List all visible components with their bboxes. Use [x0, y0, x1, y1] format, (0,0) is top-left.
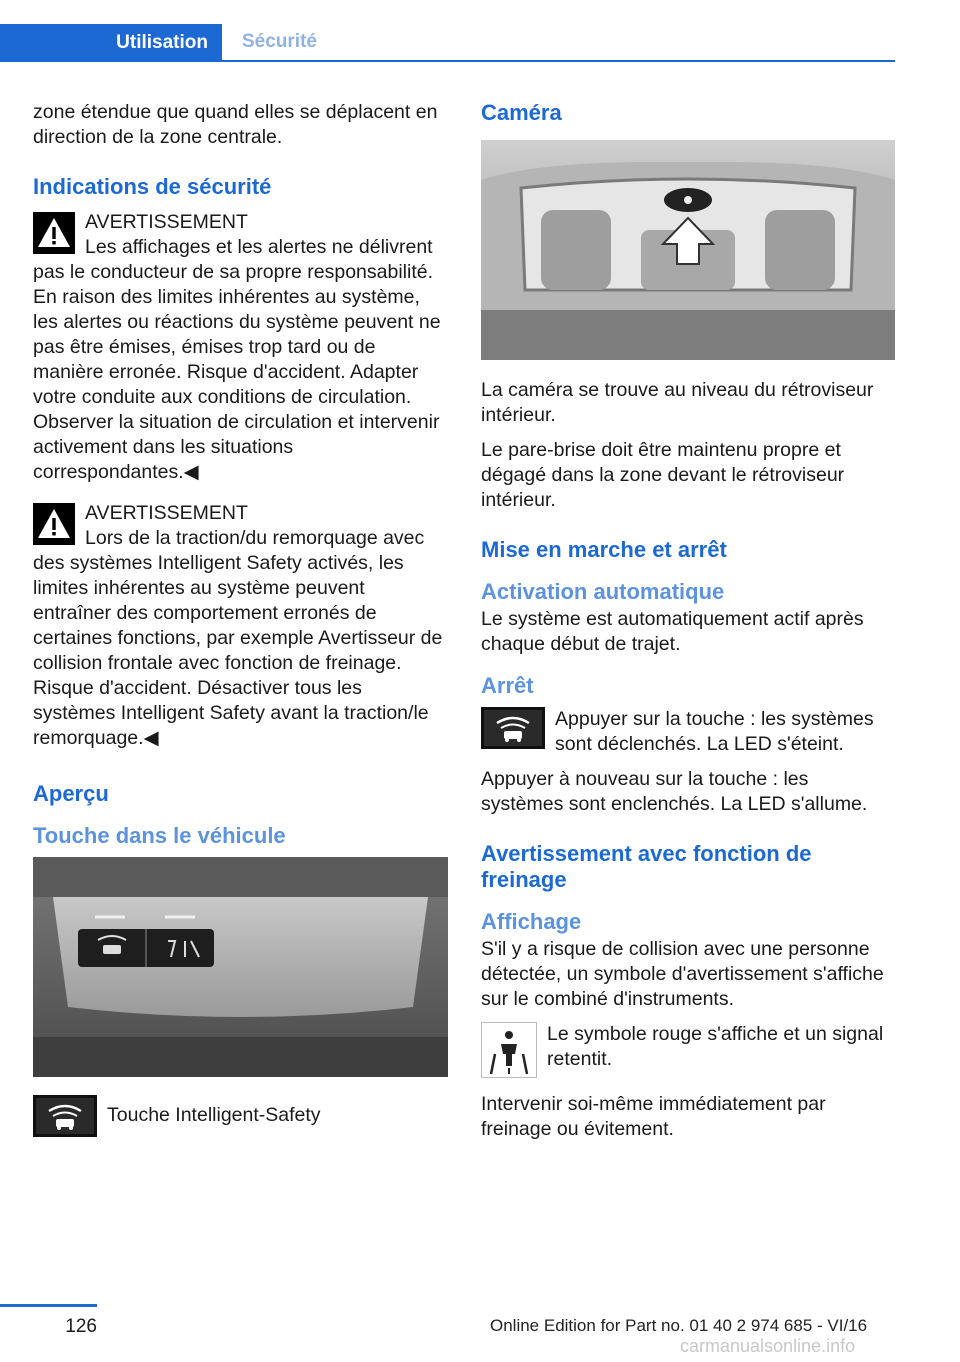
- display-paragraph-1: S'il y a risque de collision avec une personne détectée, un symbole d'avertissement s'affiche sur le combiné d'instruments.: [481, 938, 884, 1010]
- off-paragraph-1: Appuyer sur la touche : les systèmes sont déclenchés. La LED s'éteint.: [555, 708, 874, 755]
- heading-camera: Caméra: [481, 100, 562, 125]
- heading-display: Affichage: [481, 909, 582, 934]
- warning-2-text: Lors de la traction/du remorquage avec des systèmes Intelligent Safety activés, les limites inhérentes au système peuvent entraîner des comportement erronés de certaines fonctions, par exemple Avertisseur de collision frontale avec fonction de freinage. Risque d'accident. Désactiver tous les systèmes Intelligent Safety avant la traction/le remorquage.◀: [33, 527, 443, 749]
- warning-2: [33, 501, 448, 751]
- left-column: [33, 100, 448, 1155]
- warning-1: [33, 210, 448, 485]
- tab-underline: [0, 60, 895, 62]
- right-column: [481, 100, 896, 1152]
- intro-paragraph: zone étendue que quand elles se déplacent en direction de la zone centrale.: [33, 101, 438, 148]
- off-paragraph-2: Appuyer à nouveau sur la touche : les systèmes sont enclenchés. La LED s'allume.: [481, 768, 868, 815]
- tab-utilisation[interactable]: Utilisation: [0, 24, 222, 62]
- edition-line: Online Edition for Part no. 01 40 2 974 685 - VI/16: [490, 1316, 868, 1335]
- vehicle-buttons-photo: [33, 857, 448, 1077]
- footer-rule: [0, 1304, 97, 1307]
- display-paragraph-2: Le symbole rouge s'affiche et un signal retentit.: [547, 1023, 884, 1070]
- chapter-tabs: [0, 24, 895, 62]
- heading-button-in-vehicle: Touche dans le véhicule: [33, 823, 286, 848]
- auto-paragraph: Le système est automatiquement actif après chaque début de trajet.: [481, 608, 864, 655]
- intelligent-safety-button-icon: [33, 1095, 97, 1137]
- heading-overview: Aperçu: [33, 781, 109, 806]
- button-caption: Touche Intelligent-Safety: [107, 1104, 321, 1126]
- warning-triangle-icon: [33, 212, 75, 254]
- heading-on-off: Mise en marche et arrêt: [481, 537, 727, 562]
- warning-2-title: AVERTISSEMENT: [85, 502, 248, 524]
- heading-auto-activation: Activation automatique: [481, 579, 725, 604]
- camera-location-photo: [481, 140, 895, 360]
- pedestrian-symbol-row: [481, 1022, 896, 1082]
- pedestrian-warning-icon: [481, 1022, 537, 1078]
- camera-paragraph-2: Le pare-brise doit être maintenu propre et dégagé dans la zone devant le rétroviseur intérieur.: [481, 439, 845, 511]
- warning-1-text: Les affichages et les alertes ne délivrent pas le conducteur de sa propre responsabilité. En raison des limites inhérentes au système, les alertes ou réactions du système peuvent ne pas être émises, émises trop tard ou de manière erronée. Risque d'accident. Adapter votre conduite aux conditions de circulation. Observer la situation de circulation et intervenir activement dans les situations correspondantes.◀: [33, 236, 441, 483]
- off-instruction: [481, 707, 896, 757]
- heading-off: Arrêt: [481, 673, 534, 698]
- heading-safety: Indications de sécurité: [33, 174, 272, 199]
- tab-securite[interactable]: Sécurité: [242, 31, 317, 52]
- watermark: carmanualsonline.info: [680, 1336, 856, 1356]
- page-number: 126: [65, 1316, 97, 1337]
- button-legend: [33, 1095, 448, 1145]
- warning-triangle-icon: [33, 503, 75, 545]
- camera-paragraph-1: La caméra se trouve au niveau du rétroviseur intérieur.: [481, 379, 874, 426]
- intelligent-safety-button-icon: [481, 707, 545, 749]
- heading-brake-warning: Avertissement avec fonction de freinage: [481, 841, 812, 892]
- warning-1-title: AVERTISSEMENT: [85, 211, 248, 233]
- display-paragraph-3: Intervenir soi-même immédiatement par freinage ou évitement.: [481, 1093, 826, 1140]
